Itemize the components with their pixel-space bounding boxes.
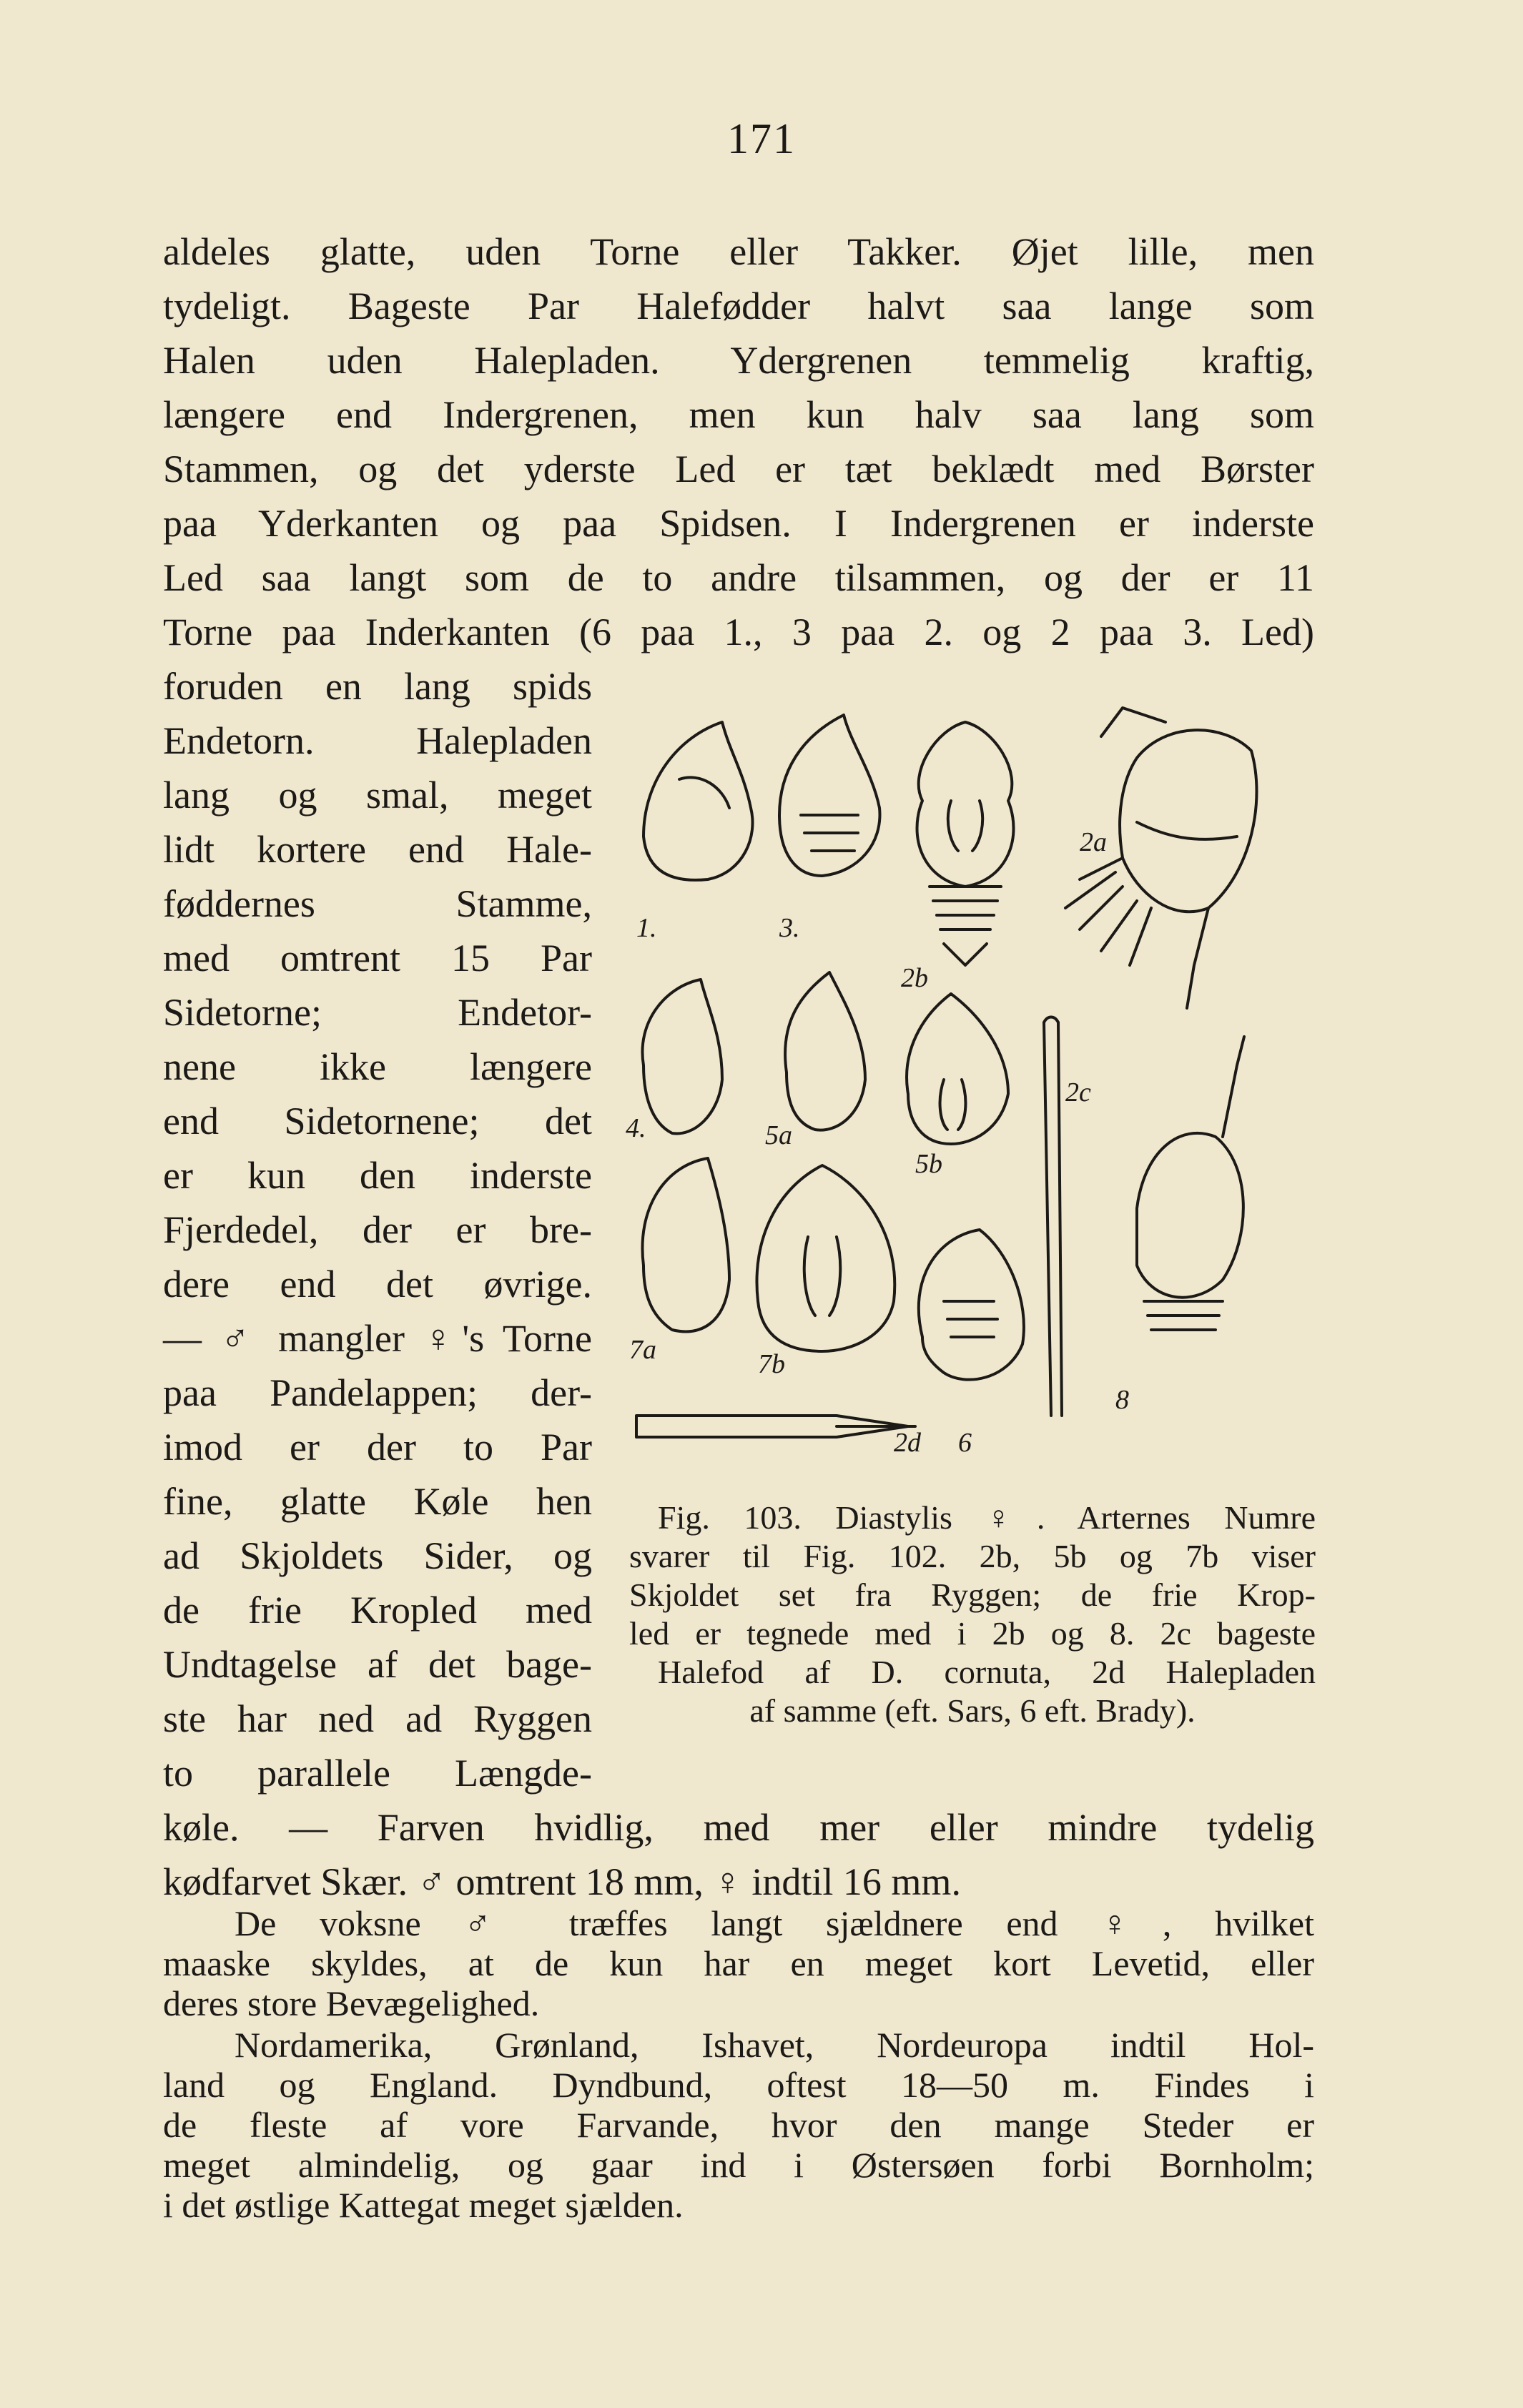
specimen-5b-drawing <box>907 994 1008 1144</box>
text-line: Nordamerika, Grønland, Ishavet, Nordeuropa indtil Hol- <box>235 2025 1314 2065</box>
specimen-2c-drawing <box>1044 1022 1062 1416</box>
text-line: Undtagelse af det bage- <box>163 1643 592 1686</box>
specimen-2b-drawing <box>917 722 1014 887</box>
figure-label: 2d <box>894 1428 921 1458</box>
specimen-7b-drawing <box>756 1165 894 1351</box>
figure-label: 2c <box>1065 1077 1091 1107</box>
text-line: køle. — Farven hvidlig, med mer eller mindre tydelig <box>163 1806 1314 1849</box>
figure-caption: Skjoldet set fra Ryggen; de frie Krop- <box>629 1576 1316 1613</box>
text-line: ad Skjoldets Sider, og <box>163 1534 592 1577</box>
text-line: paa Yderkanten og paa Spidsen. I Indergrenen er inderste <box>163 502 1314 545</box>
figure-label: 7b <box>758 1349 785 1379</box>
specimen-1-drawing <box>644 722 753 880</box>
text-line: meget almindelig, og gaar ind i Østersøen forbi Bornholm; <box>163 2145 1314 2185</box>
text-line: lang og smal, meget <box>163 774 592 816</box>
text-line: maaske skyldes, at de kun har en meget kort Levetid, eller <box>163 1943 1314 1983</box>
text-line: lidt kortere end Hale- <box>163 828 592 871</box>
specimen-6-drawing <box>919 1230 1024 1380</box>
text-line: Sidetorne; Endetor- <box>163 991 592 1034</box>
figure-103 <box>622 694 1337 1466</box>
text-line: længere end Indergrenen, men kun halv saa lang som <box>163 393 1314 436</box>
text-line: end Sidetornene; det <box>163 1100 592 1143</box>
figure-label: 5a <box>765 1120 792 1150</box>
figure-caption: Halefod af D. cornuta, 2d Halepladen <box>658 1654 1316 1690</box>
text-line: aldeles glatte, uden Torne eller Takker. Øjet lille, men <box>163 230 1314 273</box>
specimen-2a-drawing <box>1120 730 1256 912</box>
figure-label: 8 <box>1115 1385 1129 1415</box>
text-line: tydeligt. Bageste Par Halefødder halvt saa lange som <box>163 285 1314 327</box>
specimen-7a-drawing <box>642 1158 729 1331</box>
text-line: er kun den inderste <box>163 1154 592 1197</box>
text-line: foruden en lang spids <box>163 665 592 708</box>
text-line: føddernes Stamme, <box>163 882 592 925</box>
specimen-4-drawing <box>642 980 722 1134</box>
figure-caption: led er tegnede med i 2b og 8. 2c bageste <box>629 1615 1316 1652</box>
text-line: deres store Bevægelighed. <box>163 1983 540 2023</box>
text-line: — ♂ mangler ♀'s Torne <box>163 1317 592 1360</box>
text-line: paa Pandelappen; der- <box>163 1371 592 1414</box>
text-line: de fleste af vore Farvande, hvor den mange Steder er <box>163 2105 1314 2145</box>
figure-label: 2a <box>1080 827 1107 857</box>
text-line: land og England. Dyndbund, oftest 18—50 m. Findes i <box>163 2065 1314 2105</box>
text-line: Torne paa Inderkanten (6 paa 1., 3 paa 2. og 2 paa 3. Led) <box>163 611 1314 653</box>
page-number: 171 <box>727 115 796 162</box>
text-line: kødfarvet Skær. ♂ omtrent 18 mm, ♀ indtil 16 mm. <box>163 1860 961 1903</box>
figure-label: 4. <box>626 1113 646 1143</box>
text-line: imod er der to Par <box>163 1426 592 1469</box>
text-line: to parallele Længde- <box>163 1752 592 1795</box>
specimen-8-drawing <box>1137 1133 1243 1298</box>
figure-label: 5b <box>915 1149 942 1179</box>
text-line: Endetorn. Halepladen <box>163 719 592 762</box>
figure-label: 7a <box>629 1335 656 1365</box>
figure-label: 2b <box>901 963 928 993</box>
figure-caption: svarer til Fig. 102. 2b, 5b og 7b viser <box>629 1538 1316 1574</box>
text-line: de frie Kropled med <box>163 1589 592 1632</box>
text-line: De voksne ♂ træffes langt sjældnere end ♀, hvilket <box>235 1903 1314 1943</box>
figure-caption: Fig. 103. Diastylis ♀. Arternes Numre <box>658 1499 1316 1536</box>
text-line: nene ikke længere <box>163 1045 592 1088</box>
text-line: ste har ned ad Ryggen <box>163 1697 592 1740</box>
figure-label: 6 <box>958 1428 972 1458</box>
figure-label: 1. <box>636 913 657 943</box>
text-line: i det østlige Kattegat meget sjælden. <box>163 2185 684 2225</box>
figure-caption: af samme (eft. Sars, 6 eft. Brady). <box>749 1692 1196 1729</box>
text-line: fine, glatte Køle hen <box>163 1480 592 1523</box>
text-line: Led saa langt som de to andre tilsammen, og der er 11 <box>163 556 1314 599</box>
text-line: Fjerdedel, der er bre- <box>163 1208 592 1251</box>
text-line: dere end det øvrige. <box>163 1263 592 1306</box>
text-line: Stammen, og det yderste Led er tæt beklædt med Børster <box>163 448 1314 490</box>
specimen-5a-drawing <box>785 972 865 1130</box>
figure-label: 3. <box>779 913 800 943</box>
text-line: med omtrent 15 Par <box>163 937 592 980</box>
text-line: Halen uden Halepladen. Ydergrenen temmelig kraftig, <box>163 339 1314 382</box>
